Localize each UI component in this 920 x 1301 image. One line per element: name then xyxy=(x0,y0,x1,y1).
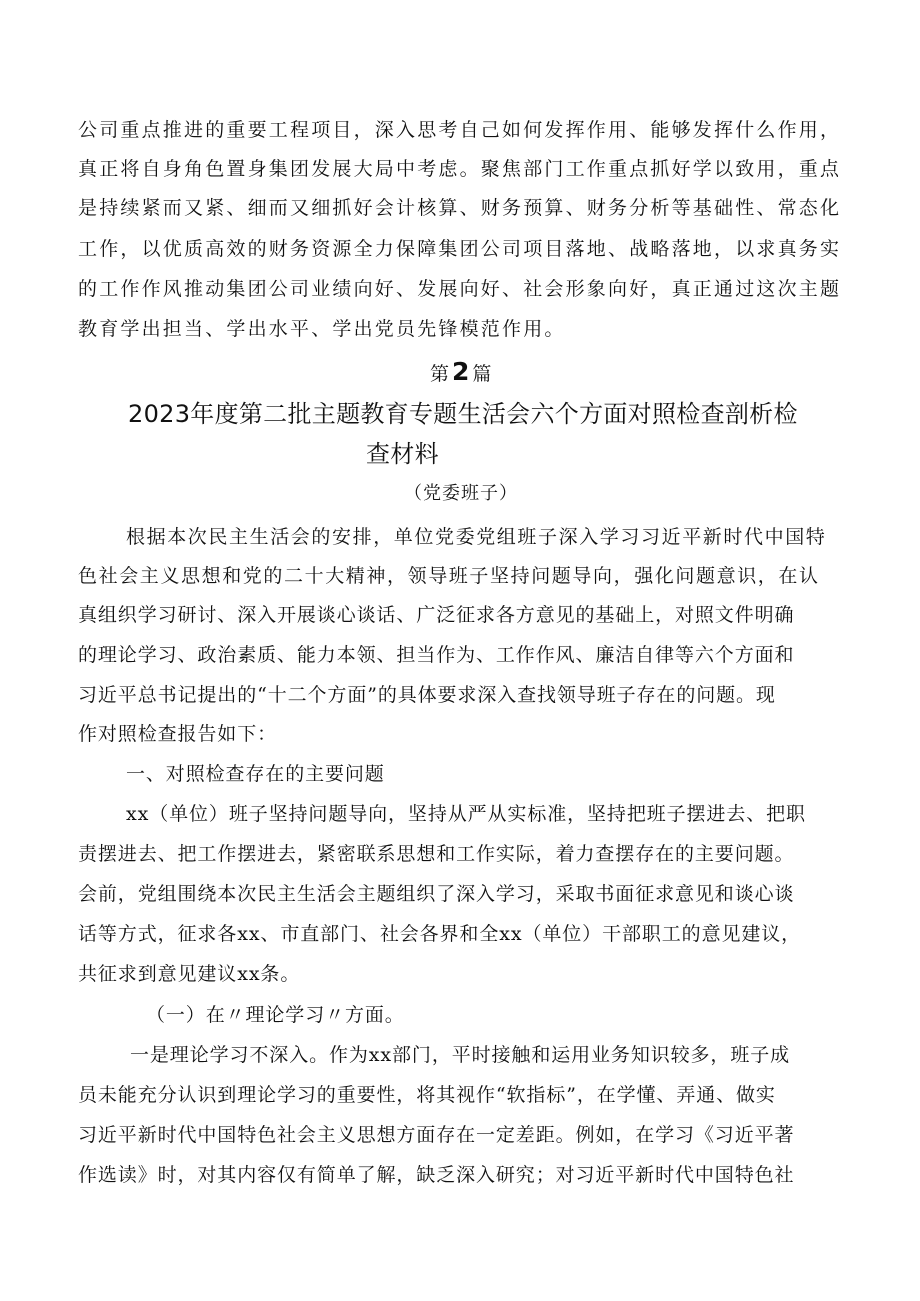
body-line: 真组织学习研讨、深入开展谈心谈话、广泛征求各方意见的基础上，对照文件明确 xyxy=(78,604,795,626)
body-line: 习近平新时代中国特色社会主义思想方面存在一定差距。例如，在学习《习近平著 xyxy=(78,1124,795,1146)
document-subtitle: （党委班子） xyxy=(404,483,518,504)
body-line: 色社会主义思想和党的二十大精神，领导班子坚持问题导向，强化问题意识，在认 xyxy=(78,565,820,587)
body-line: 会前，党组围绕本次民主生活会主题组织了深入学习，采取书面征求意见和谈心谈 xyxy=(78,883,795,905)
document-title-line1: 2023年度第二批主题教育专题生活会六个方面对照检查剖析检 xyxy=(128,400,798,428)
body-line: 一是理论学习不深入。作为xx部门，平时接触和运用业务知识较多，班子成 xyxy=(130,1044,791,1066)
body-line: 根据本次民主生活会的安排，单位党委党组班子深入学习习近平新时代中国特 xyxy=(126,526,827,548)
intro-line: 工作，以优质高效的财务资源全力保障集团公司项目落地、战略落地，以求真务实 xyxy=(78,238,842,260)
body-line: 话等方式，征求各xx、市直部门、社会各界和全xx（单位）干部职工的意见建议， xyxy=(78,923,802,945)
section-prefix: 第 xyxy=(430,363,450,385)
intro-line: 教育学出担当、学出水平、学出党员先锋模范作用。 xyxy=(78,318,566,340)
document-title-line2: 查材料 xyxy=(366,440,439,468)
intro-line: 是持续紧而又紧、细而又细抓好会计核算、财务预算、财务分析等基础性、常态化 xyxy=(78,197,842,219)
body-line: 共征求到意见建议xx条。 xyxy=(78,963,301,985)
intro-line: 真正将自身角色置身集团发展大局中考虑。聚焦部门工作重点抓好学以致用，重点 xyxy=(78,158,842,180)
intro-line: 的工作作风推动集团公司业绩向好、发展向好、社会形象向好，真正通过这次主题 xyxy=(78,278,842,300)
section-heading: 一、对照检查存在的主要问题 xyxy=(126,763,385,785)
body-line: 的理论学习、政治素质、能力本领、担当作为、工作作风、廉洁自律等六个方面和 xyxy=(78,644,795,666)
subsection-heading: （一）在〃理论学习〃方面。 xyxy=(146,1004,405,1026)
body-line: 责摆进去、把工作摆进去，紧密联系思想和工作实际，着力查摆存在的主要问题。 xyxy=(78,843,795,865)
section-number: 2 xyxy=(452,357,470,386)
body-line: xx（单位）班子坚持问题导向，坚持从严从实标准，坚持把班子摆进去、把职 xyxy=(126,803,806,825)
intro-line: 公司重点推进的重要工程项目，深入思考自己如何发挥作用、能够发挥什么作用， xyxy=(78,119,842,141)
body-line: 员未能充分认识到理论学习的重要性，将其视作“软指标”，在学懂、弄通、做实 xyxy=(78,1084,776,1106)
section-suffix: 篇 xyxy=(472,363,492,385)
section-label xyxy=(430,358,491,388)
body-line: 习近平总书记提出的“十二个方面”的具体要求深入查找领导班子存在的问题。现 xyxy=(78,684,776,706)
body-line: 作选读》时，对其内容仅有简单了解，缺乏深入研究；对习近平新时代中国特色社 xyxy=(78,1164,795,1186)
body-line: 作对照检查报告如下： xyxy=(78,723,278,745)
